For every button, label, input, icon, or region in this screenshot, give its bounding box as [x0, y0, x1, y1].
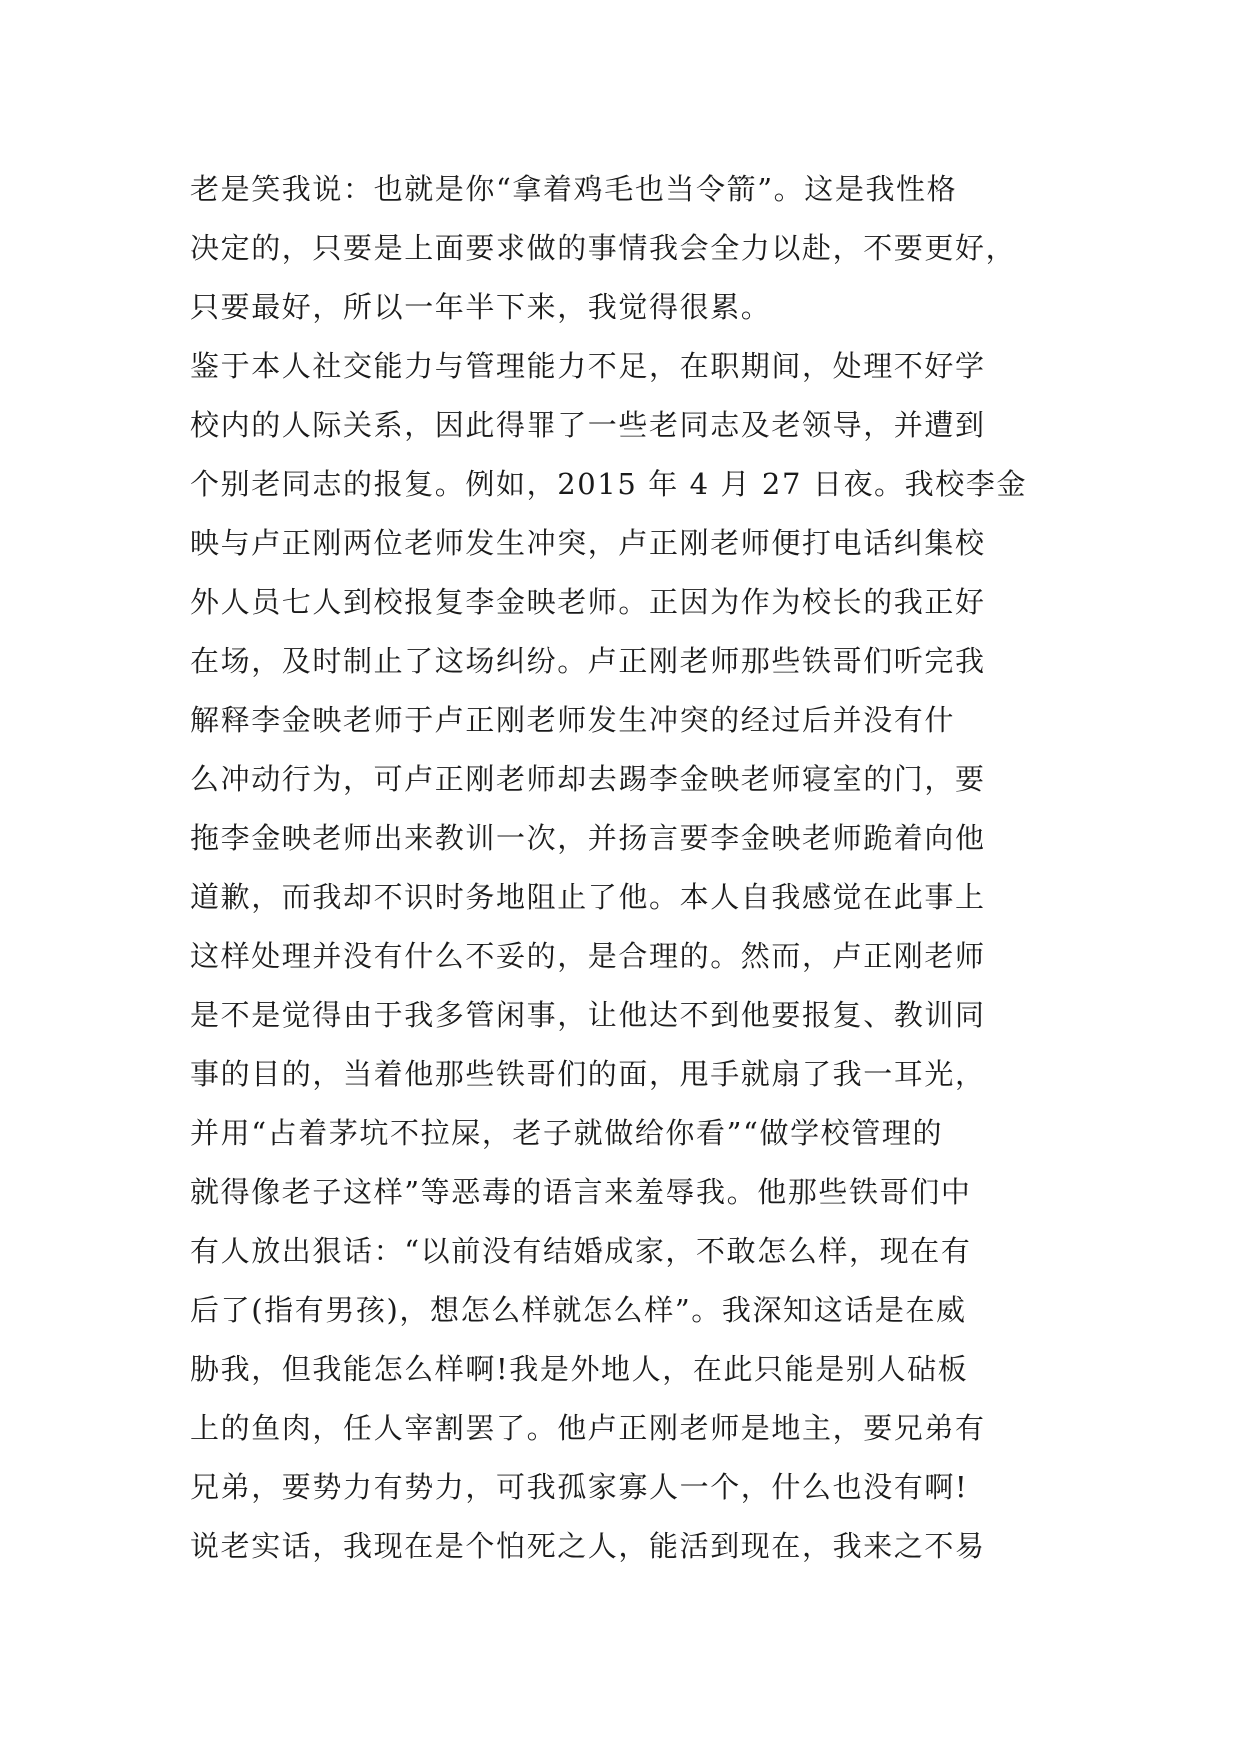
- text-line: 就得像老子这样”等恶毒的语言来羞辱我。他那些铁哥们中: [190, 1175, 972, 1209]
- text-line: 有人放出狠话：“以前没有结婚成家，不敢怎么样，现在有: [190, 1234, 972, 1268]
- text-line: 这样处理并没有什么不妥的，是合理的。然而，卢正刚老师: [190, 939, 986, 973]
- text-line: 老是笑我说：也就是你“拿着鸡毛也当令箭”。这是我性格: [190, 172, 958, 206]
- text-line: 外人员七人到校报复李金映老师。正因为作为校长的我正好: [190, 585, 986, 619]
- text-line: 后了(指有男孩)，想怎么样就怎么样”。我深知这话是在威: [190, 1293, 967, 1327]
- text-line: 只要最好，所以一年半下来，我觉得很累。: [190, 290, 772, 324]
- text-line: 上的鱼肉，任人宰割罢了。他卢正刚老师是地主，要兄弟有: [190, 1411, 986, 1445]
- text-line: 校内的人际关系，因此得罪了一些老同志及老领导，并遭到: [190, 408, 986, 442]
- text-line: 说老实话，我现在是个怕死之人，能活到现在，我来之不易: [190, 1529, 986, 1563]
- text-line: 解释李金映老师于卢正刚老师发生冲突的经过后并没有什: [190, 703, 956, 737]
- text-line: 道歉，而我却不识时务地阻止了他。本人自我感觉在此事上: [190, 880, 986, 914]
- text-line: 么冲动行为，可卢正刚老师却去踢李金映老师寝室的门，要: [190, 762, 986, 796]
- document-body: [190, 160, 1070, 1576]
- text-line: 胁我，但我能怎么样啊!我是外地人，在此只能是别人砧板: [190, 1352, 969, 1386]
- text-line: 拖李金映老师出来教训一次，并扬言要李金映老师跪着向他: [190, 821, 986, 855]
- text-line: 个别老同志的报复。例如，2015 年 4 月 27 日夜。我校李金: [190, 467, 1028, 501]
- text-line: 兄弟，要势力有势力，可我孤家寡人一个，什么也没有啊!: [190, 1470, 969, 1504]
- text-line: 在场，及时制止了这场纠纷。卢正刚老师那些铁哥们听完我: [190, 644, 986, 678]
- text-line: 映与卢正刚两位老师发生冲突，卢正刚老师便打电话纠集校: [190, 526, 986, 560]
- text-line: 并用“占着茅坑不拉屎，老子就做给你看”“做学校管理的: [190, 1116, 944, 1150]
- text-line: 是不是觉得由于我多管闲事，让他达不到他要报复、教训同: [190, 998, 986, 1032]
- text-line: 决定的，只要是上面要求做的事情我会全力以赴，不要更好，: [190, 231, 1017, 265]
- text-line: 事的目的，当着他那些铁哥们的面，甩手就扇了我一耳光，: [190, 1057, 986, 1091]
- text-line: 鉴于本人社交能力与管理能力不足，在职期间，处理不好学: [190, 349, 986, 383]
